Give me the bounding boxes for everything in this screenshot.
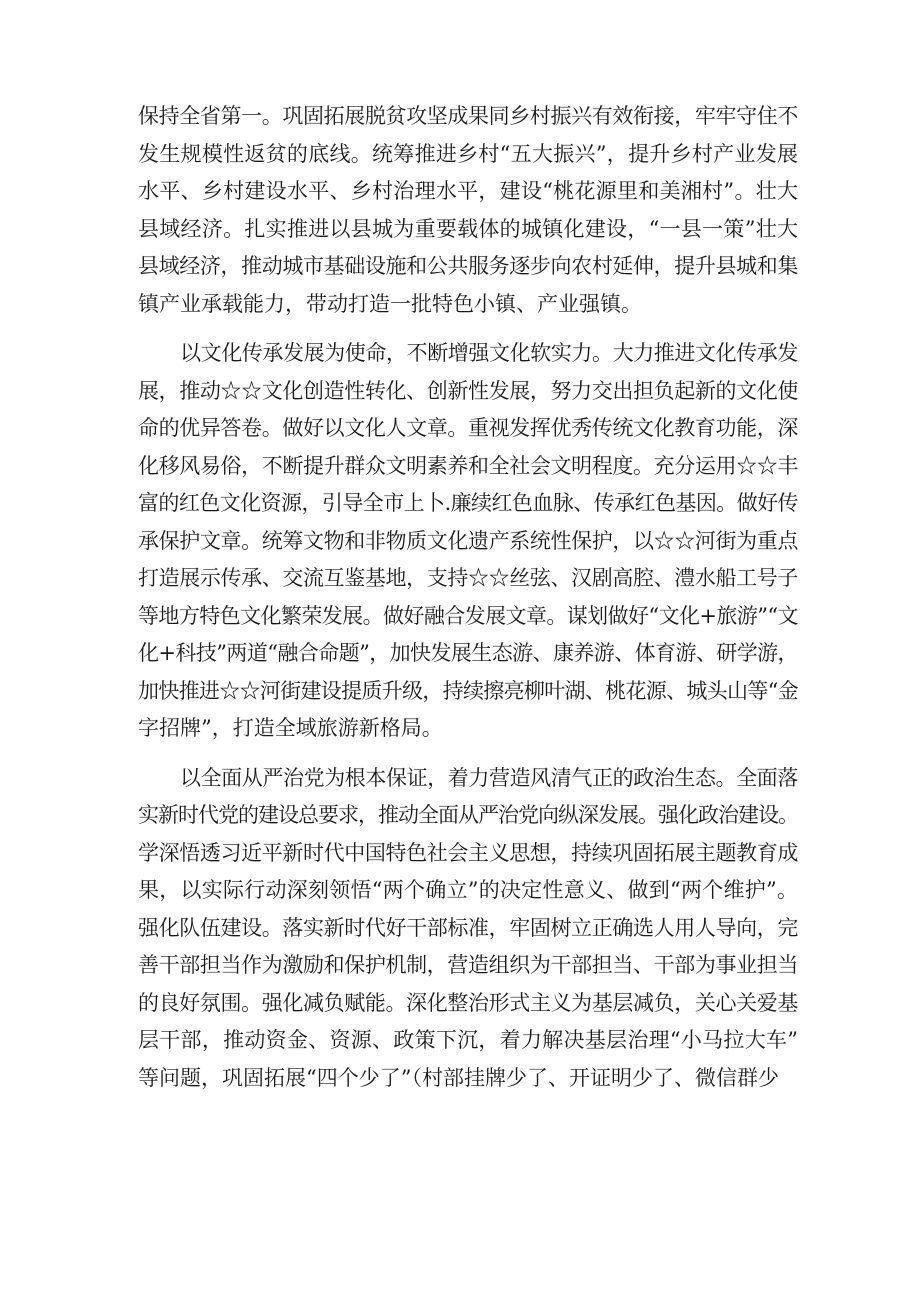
paragraph-rural-revitalization (138, 98, 798, 323)
text-line: 保持全省第一。巩固拓展脱贫攻坚成果同乡村振兴有效衔接，牢牢守住不 (138, 104, 798, 128)
text-line: 化移风易俗，不断提升群众文明素养和全社会文明程度。充分运用☆☆丰 (138, 453, 798, 478)
text-line: 的良好氛围。强化减负赋能。深化整治形式主义为基层减负，关心关爱基 (138, 990, 798, 1015)
text-line: 水平、乡村建设水平、乡村治理水平，建设“桃花源里和美湘村”。壮大 (138, 179, 799, 203)
text-line: 等地方特色文化繁荣发展。做好融合发展文章。谋划做好“文化+旅游”“文 (138, 603, 798, 628)
paragraph-party-governance (138, 760, 798, 1098)
text-line: 承保护文章。统筹文物和非物质文化遗产系统性保护，以☆☆河街为重点 (138, 528, 798, 553)
text-line: 镇产业承载能力，带动打造一批特色小镇、产业强镇。 (138, 291, 642, 316)
text-line: 果，以实际行动深刻领悟“两个确立”的决定性意义、做到“两个维护”。 (138, 878, 799, 902)
document-body (138, 98, 798, 1097)
text-line-first: 以文化传承发展为使命，不断增强文化软实力。大力推进文化传承发 (180, 341, 798, 365)
text-line: 等问题，巩固拓展“四个少了”（村部挂牌少了、开证明少了、微信群少 (138, 1065, 779, 1090)
text-line: 县域经济。扎实推进以县城为重要载体的城镇化建设，“一县一策”壮大 (138, 216, 799, 241)
text-line: 命的优异答卷。做好以文化人文章。重视发挥优秀传统文化教育功能，深 (138, 416, 798, 440)
text-line: 实新时代党的建设总要求，推动全面从严治党向纵深发展。强化政治建设。 (138, 803, 798, 827)
paragraph-cultural-heritage (138, 335, 798, 748)
text-line: 化+科技”两道“融合命题”，加快发展生态游、康养游、体育游、研学游， (138, 641, 798, 665)
text-line: 打造展示传承、交流互鉴基地，支持☆☆丝弦、汉剧高腔、澧水船工号子 (138, 566, 798, 590)
text-line: 发生规模性返贫的底线。统筹推进乡村“五大振兴”，提升乡村产业发展 (138, 141, 799, 166)
text-line: 加快推进☆☆河街建设提质升级，持续擦亮柳叶湖、桃花源、城头山等“金 (138, 678, 798, 703)
text-line: 字招牌”，打造全域旅游新格局。 (138, 716, 443, 740)
text-line: 学深悟透习近平新时代中国特色社会主义思想，持续巩固拓展主题教育成 (138, 840, 798, 865)
text-line: 富的红色文化资源，引导全市上卜.廉续红色血脉、传承红色基因。做好传 (138, 491, 798, 515)
text-line: 县域经济，推动城市基础设施和公共服务逐步向农村延伸，提升县城和集 (138, 254, 798, 278)
text-line: 层干部，推动资金、资源、政策下沉，着力解决基层治理“小马拉大车” (138, 1028, 799, 1052)
text-line: 展，推动☆☆文化创造性转化、创新性发展，努力交出担负起新的文化使 (138, 378, 798, 403)
text-line: 善干部担当作为激励和保护机制，营造组织为干部担当、干部为事业担当 (138, 953, 798, 977)
text-line: 强化队伍建设。落实新时代好干部标准，牢固树立正确选人用人导向，完 (138, 915, 798, 940)
text-line-first: 以全面从严治党为根本保证，着力营造风清气正的政治生态。全面落 (180, 765, 798, 790)
